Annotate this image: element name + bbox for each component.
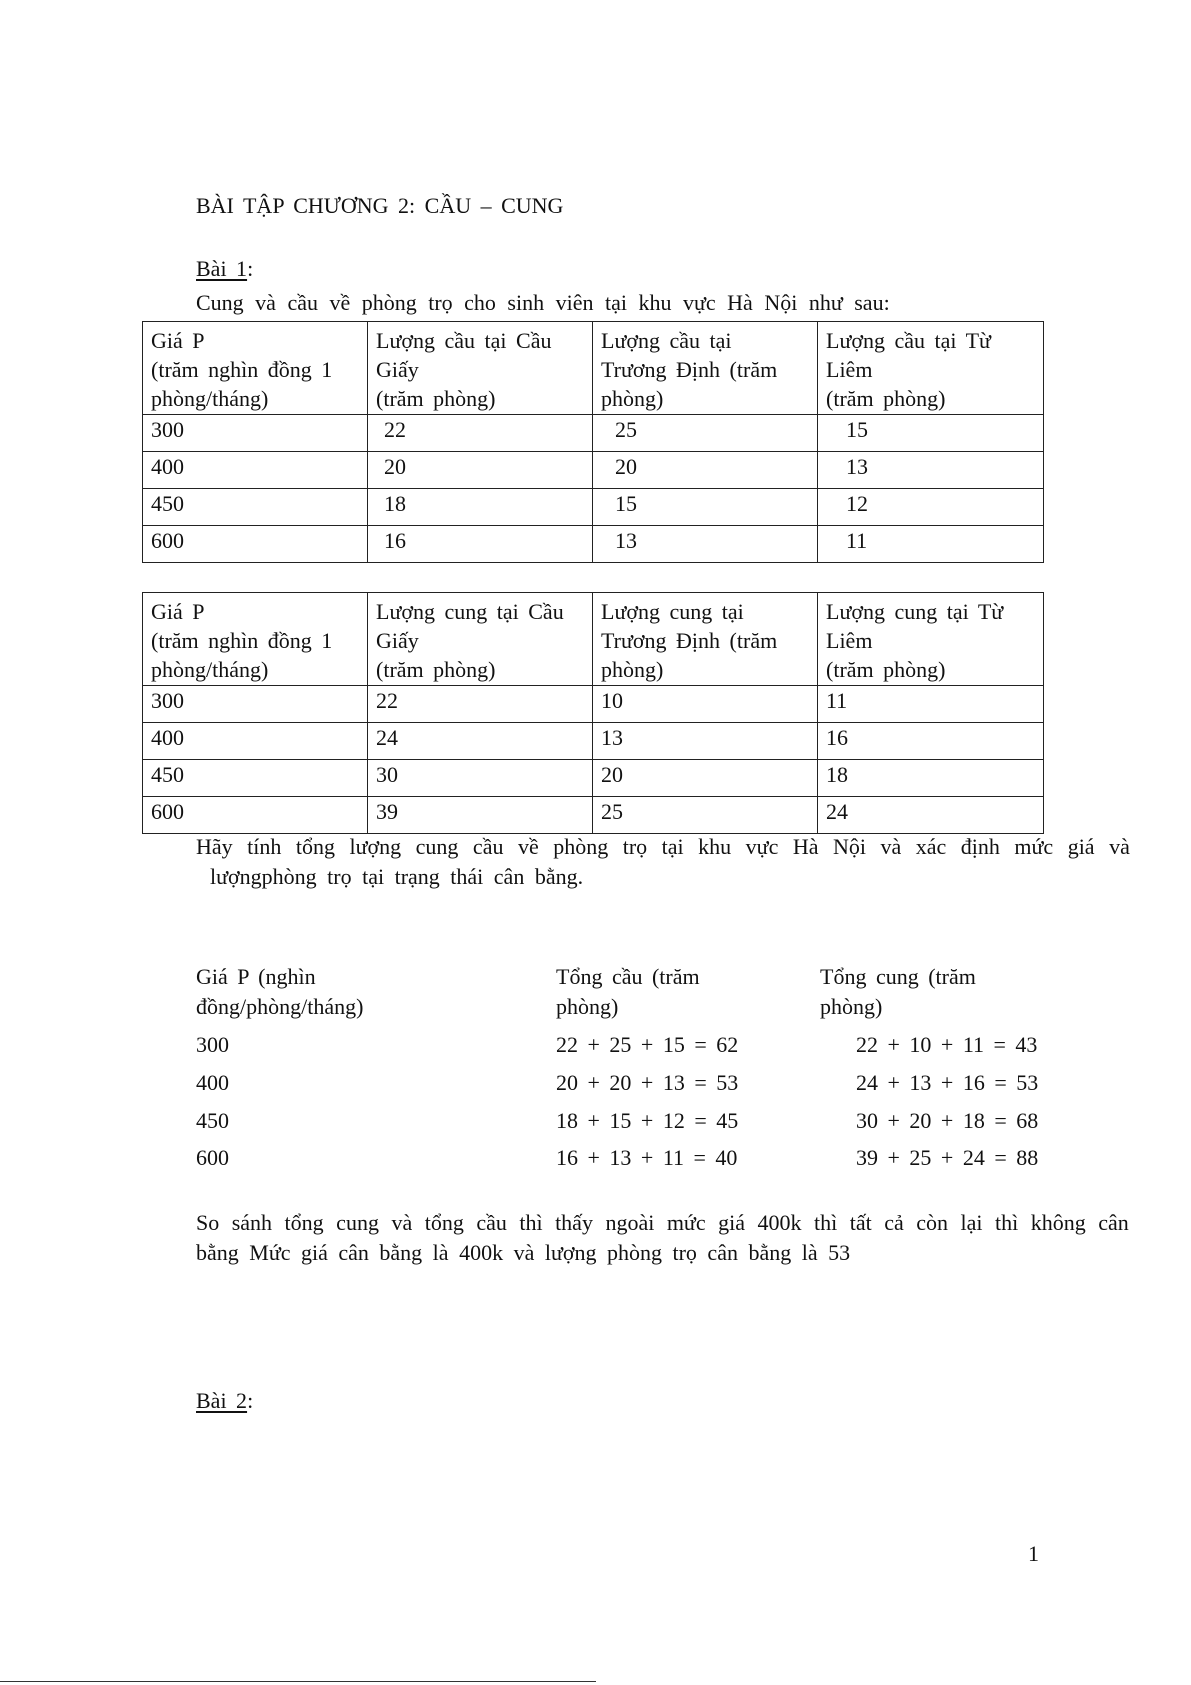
table-cell: 10: [593, 686, 818, 723]
header-line: (trăm phòng): [826, 657, 946, 682]
table-cell: 20: [368, 452, 593, 489]
summary-supply: 22 + 10 + 11 = 43: [856, 1032, 1038, 1057]
table-cell: 600: [143, 797, 368, 834]
table-cell: 25: [593, 415, 818, 452]
table-cell: 600: [143, 526, 368, 563]
question-line-2: lượngphòng trọ tại trạng thái cân bằng.: [210, 864, 584, 889]
table-cell: 18: [818, 760, 1044, 797]
header-cell: [818, 593, 1044, 686]
table-cell: 450: [143, 760, 368, 797]
header-line: Lượng cung tại Cầu: [376, 599, 564, 624]
table-cell: 20: [593, 452, 818, 489]
header-line: (trăm phòng): [376, 386, 496, 411]
header-cell: [143, 593, 368, 686]
exercise-2-heading-text: Bài 2: [196, 1388, 248, 1413]
header-line: Liêm: [826, 628, 873, 653]
supply-table: [142, 592, 1044, 834]
table-cell: 300: [143, 686, 368, 723]
summary-demand: 20 + 20 + 13 = 53: [556, 1070, 739, 1095]
table-row: [143, 686, 1044, 723]
summary-price: 600: [196, 1145, 229, 1170]
header-line: (trăm nghìn đồng 1: [151, 628, 333, 653]
table-cell: 39: [368, 797, 593, 834]
exercise-1-intro: Cung và cầu về phòng trọ cho sinh viên tại khu vực Hà Nội như sau:: [196, 290, 890, 315]
table-cell: 15: [593, 489, 818, 526]
header-line: (trăm phòng): [376, 657, 496, 682]
question-line-1: Hãy tính tổng lượng cung cầu về phòng trọ tại khu vực Hà Nội và xác định mức giá và: [196, 834, 1130, 859]
table-row: [143, 526, 1044, 563]
demand-table: [142, 321, 1044, 563]
summary-price: 400: [196, 1070, 229, 1095]
summary-col-demand-header: [556, 962, 700, 1022]
summary-demand: 22 + 25 + 15 = 62: [556, 1032, 739, 1057]
summary-price: 450: [196, 1108, 229, 1133]
table-cell: 24: [818, 797, 1044, 834]
exercise-1-heading: [196, 256, 253, 282]
header-line: Trương Định (trăm: [601, 357, 778, 382]
header-line: phòng): [601, 657, 664, 682]
summary-demand: 16 + 13 + 11 = 40: [556, 1145, 738, 1170]
exercise-2-heading-colon: :: [247, 1388, 254, 1413]
header-line: Giấy: [376, 628, 419, 653]
table-cell: 25: [593, 797, 818, 834]
table-cell: 13: [593, 526, 818, 563]
table-row: [143, 797, 1044, 834]
summary-header-line: phòng): [556, 994, 619, 1019]
demand-table-header: [143, 322, 1044, 415]
table-cell: 16: [818, 723, 1044, 760]
footer-divider: [0, 1681, 596, 1682]
summary-header-line: Tổng cung (trăm: [820, 964, 976, 989]
table-cell: 16: [368, 526, 593, 563]
table-row: [143, 415, 1044, 452]
header-line: Lượng cầu tại: [601, 328, 732, 353]
table-cell: 13: [593, 723, 818, 760]
header-line: Trương Định (trăm: [601, 628, 778, 653]
table-cell: 11: [818, 686, 1044, 723]
exercise-1-heading-colon: :: [247, 256, 254, 281]
table-cell: 22: [368, 686, 593, 723]
header-line: Liêm: [826, 357, 873, 382]
header-cell: [143, 322, 368, 415]
header-line: (trăm nghìn đồng 1: [151, 357, 333, 382]
header-line: Giấy: [376, 357, 419, 382]
summary-supply: 30 + 20 + 18 = 68: [856, 1108, 1039, 1133]
table-cell: 22: [368, 415, 593, 452]
header-line: Lượng cầu tại Từ: [826, 328, 991, 353]
table-cell: 400: [143, 452, 368, 489]
conclusion-line-2: bằng Mức giá cân bằng là 400k và lượng phòng trọ cân bằng là 53: [196, 1240, 851, 1265]
header-line: Lượng cung tại Từ: [826, 599, 1004, 624]
header-line: Giá P: [151, 328, 205, 353]
header-line: Lượng cầu tại Cầu: [376, 328, 552, 353]
conclusion-line-1: So sánh tổng cung và tổng cầu thì thấy ngoài mức giá 400k thì tất cả còn lại thì không cân: [196, 1210, 1129, 1235]
header-line: phòng/tháng): [151, 657, 269, 682]
table-cell: 400: [143, 723, 368, 760]
summary-header-line: Giá P (nghìn: [196, 964, 316, 989]
page-title: BÀI TẬP CHƯƠNG 2: CẦU – CUNG: [196, 193, 564, 218]
summary-price: 300: [196, 1032, 229, 1057]
summary-header-line: Tổng cầu (trăm: [556, 964, 700, 989]
table-row: [143, 723, 1044, 760]
header-line: phòng): [601, 386, 664, 411]
summary-col-supply-header: [820, 962, 976, 1022]
summary-header-line: phòng): [820, 994, 883, 1019]
table-row: [143, 760, 1044, 797]
table-cell: 13: [818, 452, 1044, 489]
exercise-1-heading-text: Bài 1: [196, 256, 248, 281]
table-cell: 30: [368, 760, 593, 797]
table-cell: 12: [818, 489, 1044, 526]
header-cell: [368, 322, 593, 415]
exercise-2-heading: [196, 1388, 253, 1414]
header-line: Lượng cung tại: [601, 599, 744, 624]
table-cell: 15: [818, 415, 1044, 452]
header-cell: [593, 593, 818, 686]
summary-header-line: đồng/phòng/tháng): [196, 994, 364, 1019]
table-cell: 450: [143, 489, 368, 526]
supply-table-header: [143, 593, 1044, 686]
header-line: phòng/tháng): [151, 386, 269, 411]
table-row: [143, 452, 1044, 489]
table-cell: 18: [368, 489, 593, 526]
table-cell: 20: [593, 760, 818, 797]
page-number: 1: [1028, 1541, 1039, 1566]
table-cell: 11: [818, 526, 1044, 563]
header-cell: [593, 322, 818, 415]
table-cell: 24: [368, 723, 593, 760]
table-cell: 300: [143, 415, 368, 452]
table-row: [143, 489, 1044, 526]
header-line: Giá P: [151, 599, 205, 624]
summary-demand: 18 + 15 + 12 = 45: [556, 1108, 739, 1133]
summary-supply: 39 + 25 + 24 = 88: [856, 1145, 1039, 1170]
summary-supply: 24 + 13 + 16 = 53: [856, 1070, 1039, 1095]
summary-col-price-header: [196, 962, 363, 1022]
header-line: (trăm phòng): [826, 386, 946, 411]
header-cell: [368, 593, 593, 686]
header-cell: [818, 322, 1044, 415]
